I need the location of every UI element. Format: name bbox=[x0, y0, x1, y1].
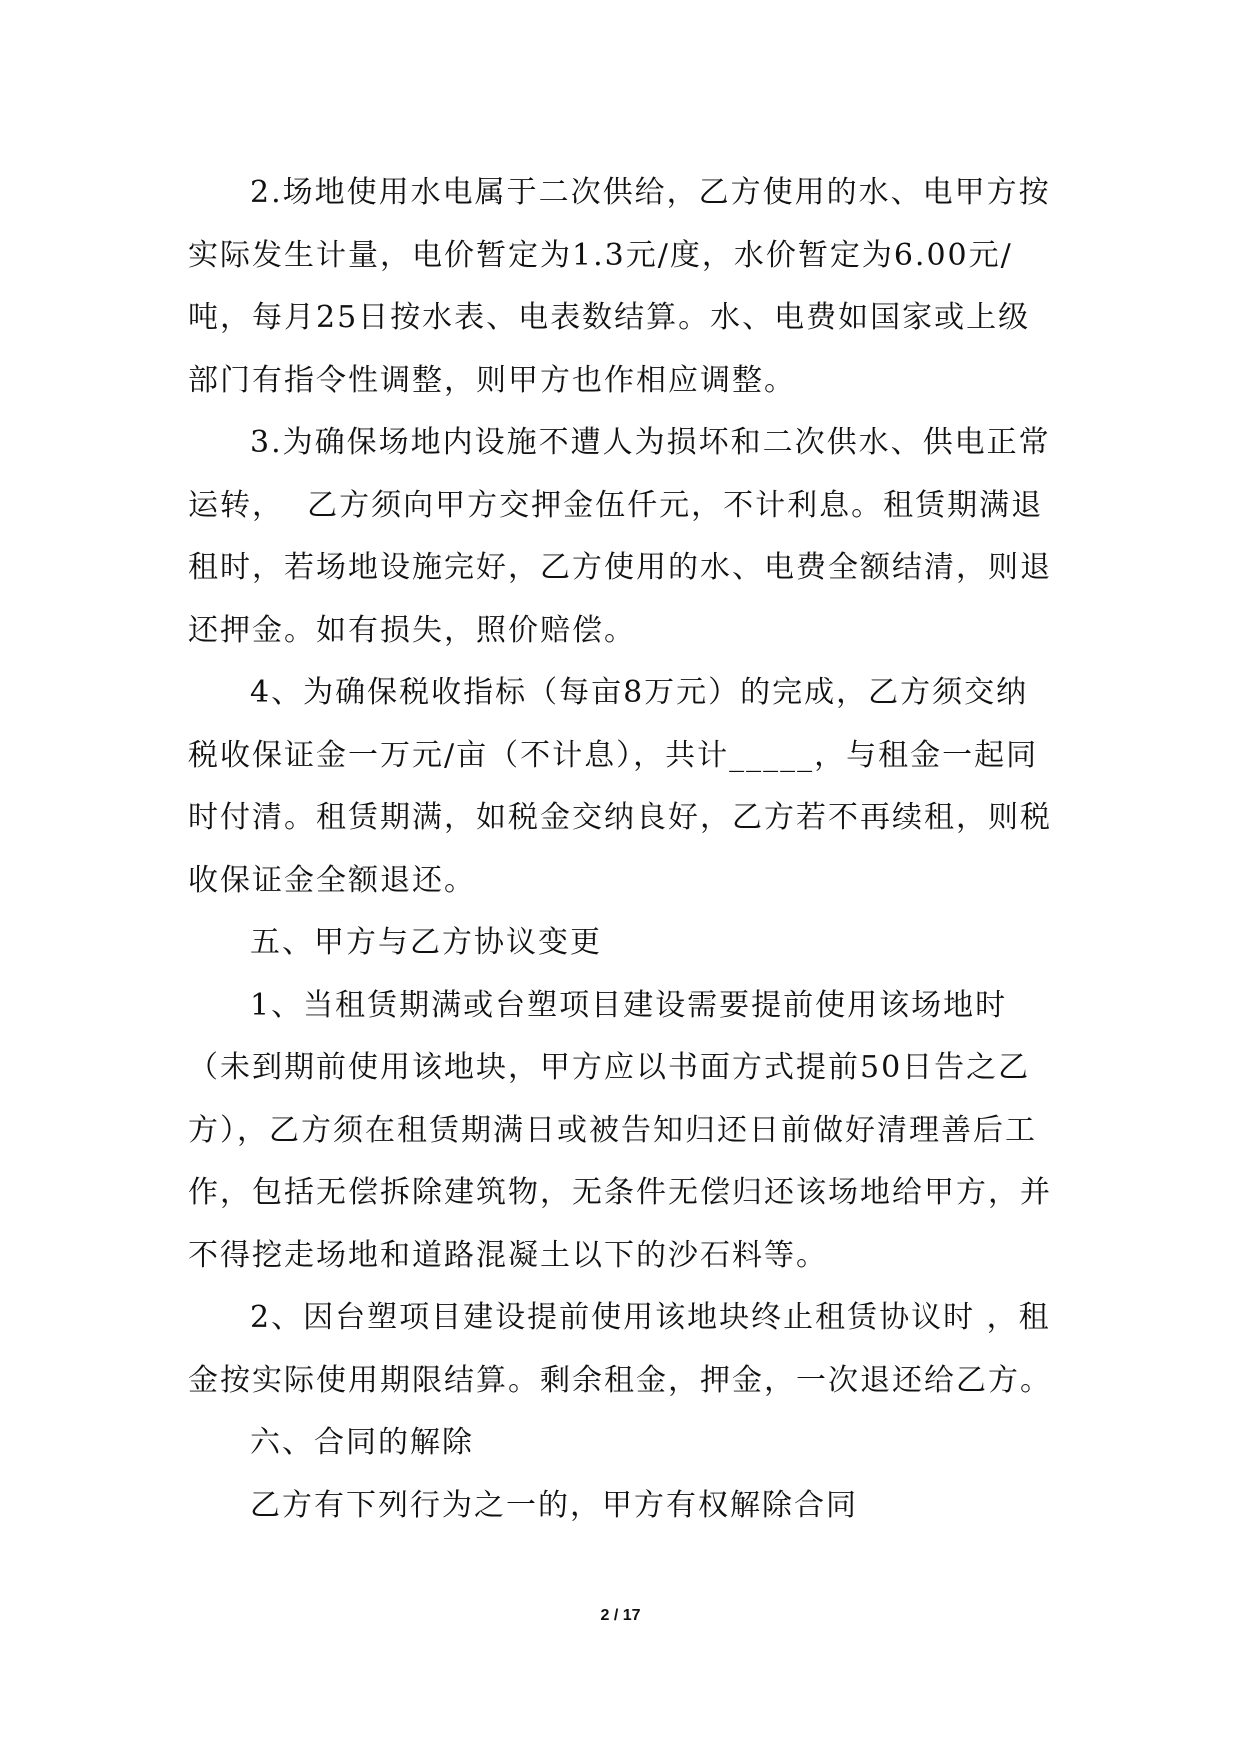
document-body bbox=[188, 162, 1058, 1537]
clause-deposit: 3.为确保场地内设施不遭人为损坏和二次供水、供电正常运转， 乙方须向甲方交押金伍仟元，不计利息。租赁期满退租时，若场地设施完好，乙方使用的水、电费全额结清，则退还押金。如有损失，照价赔偿。 bbox=[188, 425, 1052, 648]
section-heading-contract-termination: 六、合同的解除 bbox=[250, 1425, 474, 1460]
clause-rent-settlement: 2、因台塑项目建设提前使用该地块终止租赁协议时 ，租金按实际使用期限结算。剩余租金，押金，一次退还给乙方。 bbox=[188, 1300, 1052, 1398]
clause-water-electricity: 2.场地使用水电属于二次供给，乙方使用的水、电甲方按实际发生计量，电价暂定为1.3元/度，水价暂定为6.00元/吨，每月25日按水表、电表数结算。水、电费如国家或上级部门有指令性调整，则甲方也作相应调整。 bbox=[188, 175, 1051, 398]
section-heading-agreement-change: 五、甲方与乙方协议变更 bbox=[250, 925, 602, 960]
termination-intro: 乙方有下列行为之一的，甲方有权解除合同 bbox=[250, 1487, 858, 1523]
clause-early-use-notice: 1、当租赁期满或台塑项目建设需要提前使用该场地时（未到期前使用该地块，甲方应以书面方式提前50日告之乙方），乙方须在租赁期满日或被告知归还日前做好清理善后工作，包括无偿拆除建筑物，无条件无偿归还该场地给甲方，并不得挖走场地和道路混凝土以下的沙石料等。 bbox=[188, 987, 1052, 1273]
page-number: 2 / 17 bbox=[600, 1607, 641, 1624]
clause-tax-guarantee: 4、为确保税收指标（每亩8万元）的完成，乙方须交纳税收保证金一万元/亩（不计息），共计_____，与租金一起同时付清。租赁期满，如税金交纳良好，乙方若不再续租，则税收保证金全额退还。 bbox=[188, 675, 1052, 898]
